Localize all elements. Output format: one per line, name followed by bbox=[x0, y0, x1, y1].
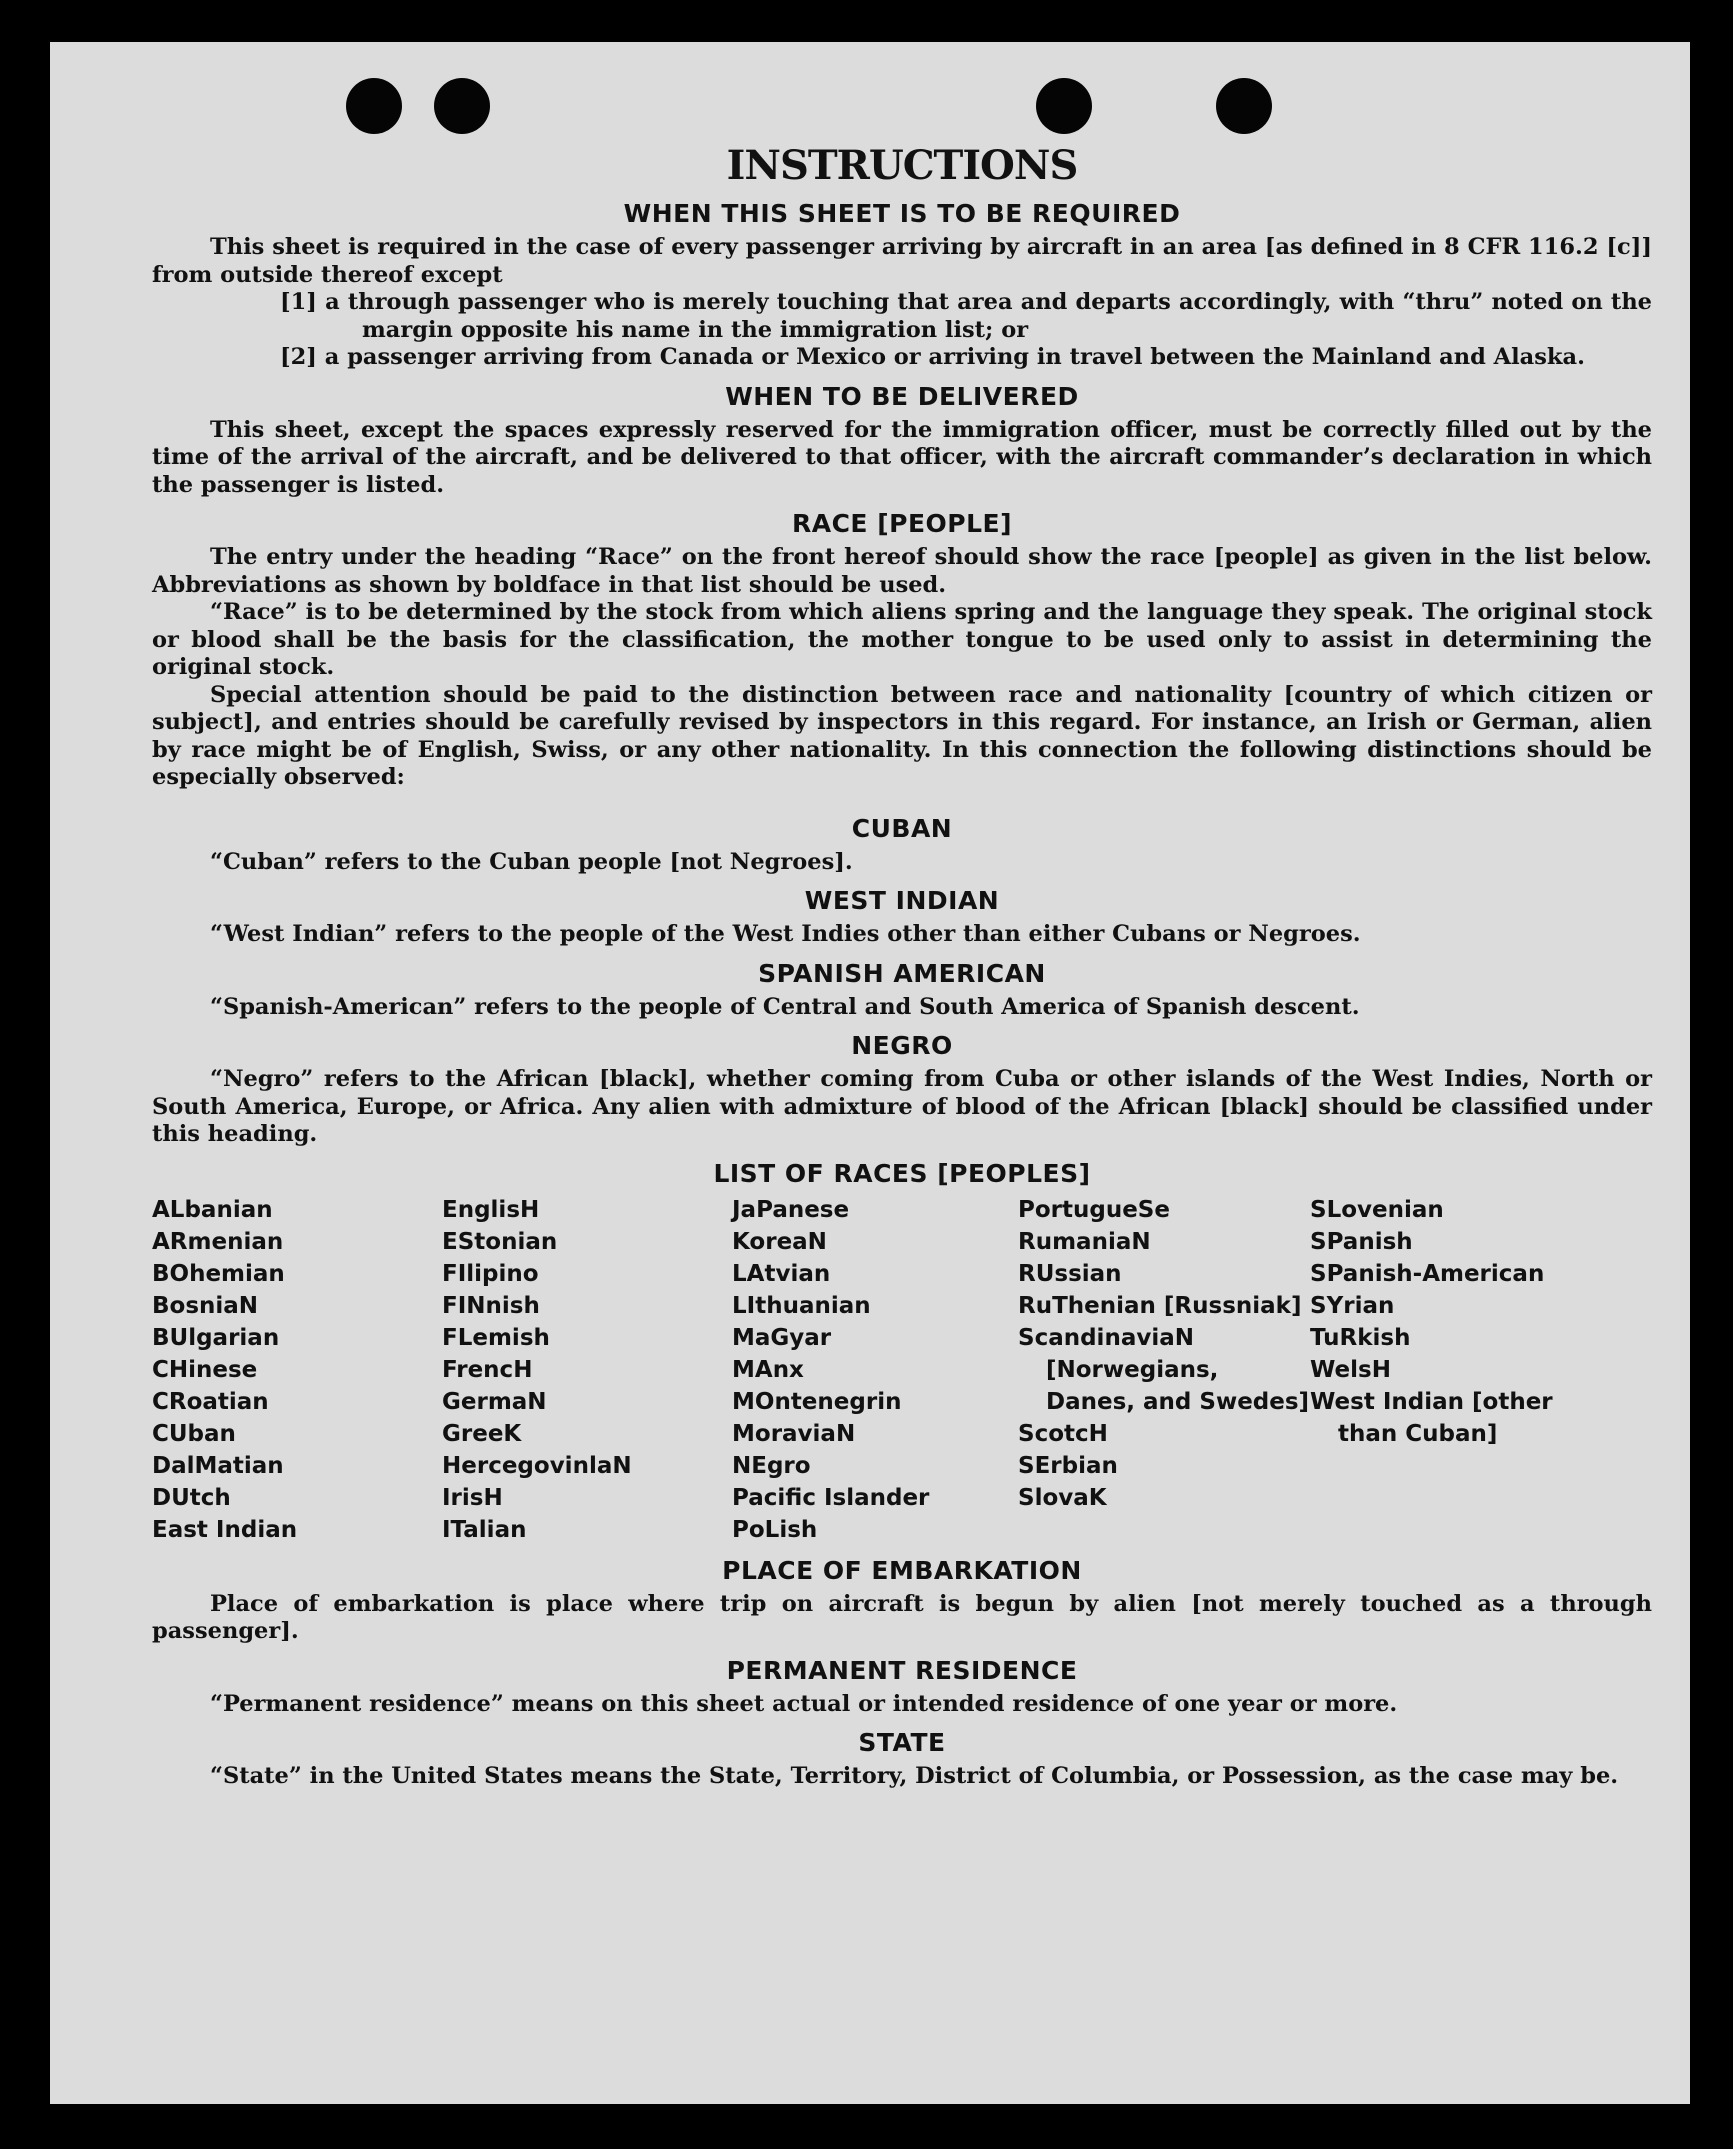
race-item: Pacific Islander bbox=[732, 1484, 930, 1511]
race-item: IrisH bbox=[442, 1484, 503, 1511]
race-item: TuRkish bbox=[1310, 1324, 1411, 1351]
races-list bbox=[152, 1194, 1652, 1546]
race-item: JaPanese bbox=[732, 1196, 850, 1223]
races-column bbox=[442, 1194, 732, 1546]
race-item: DUtch bbox=[152, 1484, 231, 1511]
race-item: CRoatian bbox=[152, 1388, 269, 1415]
races-column bbox=[1018, 1194, 1310, 1546]
required-item: [1] a through passenger who is merely touching that area and departs accordingly, with “thru” noted on the margin opposite his name in the immigration list; or bbox=[280, 289, 1652, 343]
races-column bbox=[732, 1194, 1018, 1546]
race-item: RumaniaN bbox=[1018, 1228, 1151, 1255]
race-item: FIlipino bbox=[442, 1260, 539, 1287]
embarkation-text: Place of embarkation is place where trip on aircraft is begun by alien [not merely touched as a through passenger]. bbox=[152, 1590, 1652, 1644]
negro-text: “Negro” refers to the African [black], whether coming from Cuba or other islands of the West Indies, North or South America, Europe, or Africa. Any alien with admixture of blood of the African [black] should be classified under this heading. bbox=[152, 1066, 1652, 1147]
race-item: ScotcH bbox=[1018, 1420, 1108, 1447]
race-item: LIthuanian bbox=[732, 1292, 871, 1319]
race-item: RUssian bbox=[1018, 1260, 1122, 1287]
required-item: [2] a passenger arriving from Canada or Mexico or arriving in travel between the Mainland and Alaska. bbox=[280, 344, 1585, 370]
race-item: DalMatian bbox=[152, 1452, 284, 1479]
race-item: West Indian [other than Cuban] bbox=[1310, 1388, 1553, 1447]
race-item: RuThenian [Russniak] bbox=[1018, 1292, 1302, 1319]
race-item: SYrian bbox=[1310, 1292, 1395, 1319]
section-heading-list-of-races: LIST OF RACES [PEOPLES] bbox=[713, 1158, 1091, 1188]
section-heading-west-indian: WEST INDIAN bbox=[804, 886, 1000, 915]
state-text: “State” in the United States means the State, Territory, District of Columbia, or Possession, as the case may be. bbox=[210, 1763, 1619, 1789]
cuban-text: “Cuban” refers to the Cuban people [not Negroes]. bbox=[210, 848, 853, 875]
races-column bbox=[1310, 1194, 1560, 1546]
race-item: BOhemian bbox=[152, 1260, 285, 1287]
race-item: EnglisH bbox=[442, 1196, 540, 1223]
race-item: ScandinaviaN [Norwegians, Danes, and Swedes] bbox=[1018, 1324, 1310, 1415]
race-item: WelsH bbox=[1310, 1356, 1391, 1383]
race-item: MAnx bbox=[732, 1356, 804, 1383]
punch-hole bbox=[1036, 78, 1092, 134]
race-paragraph: “Race” is to be determined by the stock from which aliens spring and the language they speak. The original stock or blood shall be the basis for the classification, the mother tongue to be used only to assist in determining the original stock. bbox=[152, 599, 1652, 680]
section-heading-required: WHEN THIS SHEET IS TO BE REQUIRED bbox=[623, 199, 1181, 228]
race-item: ARmenian bbox=[152, 1228, 284, 1255]
race-item: MaGyar bbox=[732, 1324, 832, 1351]
race-paragraph: The entry under the heading “Race” on the front hereof should show the race [people] as given in the list below. Abbreviations as shown by boldface in that list should be used. bbox=[152, 544, 1652, 598]
race-item: PoLish bbox=[732, 1516, 818, 1543]
race-item: GermaN bbox=[442, 1388, 547, 1415]
race-item: KoreaN bbox=[732, 1228, 827, 1255]
west-indian-text: “West Indian” refers to the people of the West Indies other than either Cubans or Negroes. bbox=[210, 921, 1361, 947]
race-item: BUlgarian bbox=[152, 1324, 280, 1351]
required-intro: This sheet is required in the case of every passenger arriving by aircraft in an area [as defined in 8 CFR 116.2 [c]] from outside thereof except bbox=[152, 234, 1652, 288]
race-item: SPanish bbox=[1310, 1228, 1413, 1255]
section-heading-residence: PERMANENT RESIDENCE bbox=[726, 1655, 1078, 1685]
punch-hole bbox=[346, 78, 402, 134]
page-title: INSTRUCTIONS bbox=[726, 142, 1078, 189]
race-item: CUban bbox=[152, 1420, 236, 1447]
race-item: GreeK bbox=[442, 1420, 522, 1447]
spacer bbox=[152, 792, 1652, 804]
instructions-body bbox=[152, 142, 1652, 1791]
section-heading-spanish-american: SPANISH AMERICAN bbox=[758, 958, 1046, 988]
race-item: SPanish-American bbox=[1310, 1260, 1545, 1287]
race-item: SErbian bbox=[1018, 1452, 1118, 1479]
section-heading-state: STATE bbox=[858, 1728, 946, 1757]
race-item: MoraviaN bbox=[732, 1420, 856, 1447]
delivered-text: This sheet, except the spaces expressly reserved for the immigration officer, must be correctly filled out by the time of the arrival of the aircraft, and be delivered to that officer, with the aircraft commander’s declaration in which the passenger is listed. bbox=[152, 416, 1652, 498]
races-column bbox=[152, 1194, 442, 1546]
spanish-american-text: “Spanish-American” refers to the people of Central and South America of Spanish descent. bbox=[210, 993, 1360, 1020]
section-heading-cuban: CUBAN bbox=[851, 813, 953, 843]
race-item: CHinese bbox=[152, 1356, 258, 1383]
race-item: SlovaK bbox=[1018, 1484, 1107, 1511]
race-item: FINnish bbox=[442, 1292, 540, 1319]
section-heading-delivered: WHEN TO BE DELIVERED bbox=[725, 381, 1079, 411]
race-item: MOntenegrin bbox=[732, 1388, 902, 1415]
race-item: East Indian bbox=[152, 1516, 298, 1543]
section-heading-negro: NEGRO bbox=[851, 1031, 953, 1060]
race-paragraph: Special attention should be paid to the distinction between race and nationality [country of which citizen or subject], and entries should be carefully revised by inspectors in this regard. For instance, an Irish or German, alien by race might be of English, Swiss, or any other nationality. In this connection the following distinctions should be especially observed: bbox=[152, 681, 1652, 790]
race-item: BosniaN bbox=[152, 1292, 259, 1319]
section-heading-embarkation: PLACE OF EMBARKATION bbox=[722, 1555, 1082, 1585]
race-item: ITalian bbox=[442, 1516, 527, 1543]
residence-text: “Permanent residence” means on this sheet actual or intended residence of one year or more. bbox=[210, 1690, 1398, 1717]
race-item: EStonian bbox=[442, 1228, 558, 1255]
race-item: NEgro bbox=[732, 1452, 811, 1479]
race-item: ALbanian bbox=[152, 1196, 273, 1223]
race-item: FLemish bbox=[442, 1324, 550, 1351]
document-sheet bbox=[50, 42, 1690, 2104]
race-item: PortugueSe bbox=[1018, 1196, 1170, 1223]
race-item: SLovenian bbox=[1310, 1196, 1444, 1223]
punch-hole bbox=[434, 78, 490, 134]
section-heading-race: RACE [PEOPLE] bbox=[791, 509, 1013, 538]
punch-hole bbox=[1216, 78, 1272, 134]
race-item: HercegovinlaN bbox=[442, 1452, 632, 1479]
race-item: LAtvian bbox=[732, 1260, 831, 1287]
race-item: FrencH bbox=[442, 1356, 533, 1383]
